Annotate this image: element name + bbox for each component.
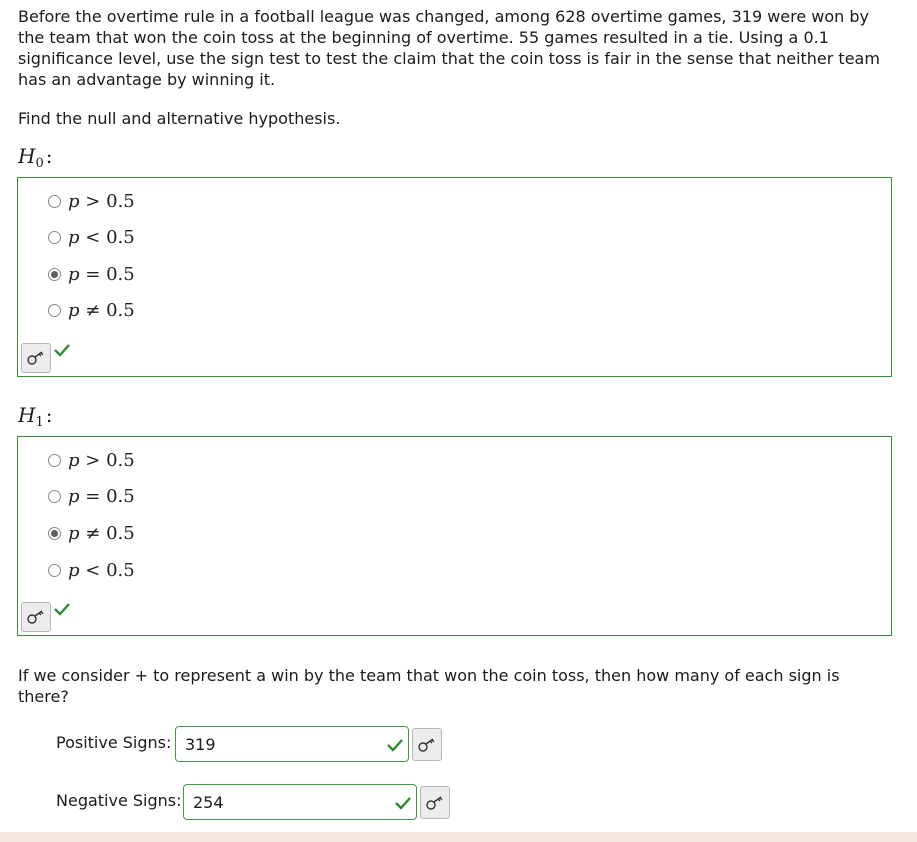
problem-text: Before the overtime rule in a football league was changed, among 628 overtime games, 319 were won by the team that won the coin toss at the beginning of overtime. 55 games resulted in a tie. Using a 0.1 significance level, use the sign test to test the claim that the coin toss is fair in the sense that neither team has an advantage by winning it. xyxy=(18,7,880,89)
h1-option-math: p = 0.5 xyxy=(68,485,135,507)
h1-option[interactable] xyxy=(48,520,135,546)
key-icon xyxy=(27,351,45,365)
h1-radio[interactable] xyxy=(48,454,61,467)
h0-label-sub: 0 xyxy=(35,156,44,171)
h0-radio[interactable] xyxy=(48,268,61,281)
positive-signs-value: 319 xyxy=(185,735,216,754)
h1-option-math: p < 0.5 xyxy=(68,559,135,581)
h1-label-colon: : xyxy=(45,403,53,427)
negative-signs-label: Negative Signs: xyxy=(56,791,182,810)
h1-radio[interactable] xyxy=(48,564,61,577)
negative-key-button[interactable] xyxy=(420,786,450,819)
h0-option[interactable] xyxy=(48,261,135,287)
sign-question: If we consider + to represent a win by the team that won the coin toss, then how many of each sign is there? xyxy=(18,666,840,706)
h1-label-sub: 1 xyxy=(35,415,44,430)
h0-option-math: p = 0.5 xyxy=(68,263,135,285)
h0-option[interactable] xyxy=(48,224,135,250)
h0-option-math: p > 0.5 xyxy=(68,190,135,212)
h0-option[interactable] xyxy=(48,297,135,323)
negative-signs-value: 254 xyxy=(193,793,224,812)
h0-answer-box xyxy=(17,177,892,377)
positive-key-button[interactable] xyxy=(412,728,442,761)
h0-option[interactable] xyxy=(48,188,135,214)
h0-radio[interactable] xyxy=(48,304,61,317)
h1-option[interactable] xyxy=(48,447,135,473)
h1-key-button[interactable] xyxy=(21,602,51,632)
key-icon xyxy=(418,738,436,752)
key-icon xyxy=(27,610,45,624)
check-icon xyxy=(386,738,404,752)
h0-option-math: p ≠ 0.5 xyxy=(68,299,135,321)
key-icon xyxy=(426,796,444,810)
h0-label-colon: : xyxy=(45,144,53,168)
h0-key-button[interactable] xyxy=(21,343,51,373)
check-icon xyxy=(394,796,412,810)
negative-signs-input[interactable] xyxy=(183,784,417,820)
h0-label xyxy=(18,144,53,171)
h1-option-math: p > 0.5 xyxy=(68,449,135,471)
h1-option[interactable] xyxy=(48,557,135,583)
h1-answer-box xyxy=(17,436,892,636)
bottom-strip xyxy=(0,832,917,842)
positive-signs-label: Positive Signs: xyxy=(56,733,172,752)
h1-radio[interactable] xyxy=(48,527,61,540)
h1-option[interactable] xyxy=(48,483,135,509)
h0-radio[interactable] xyxy=(48,195,61,208)
h1-option-math: p ≠ 0.5 xyxy=(68,522,135,544)
check-icon xyxy=(53,602,71,616)
h1-radio[interactable] xyxy=(48,490,61,503)
h0-option-math: p < 0.5 xyxy=(68,226,135,248)
positive-signs-input[interactable] xyxy=(175,726,409,762)
h1-label-main: H xyxy=(18,403,36,427)
h0-label-main: H xyxy=(18,144,36,168)
h0-radio[interactable] xyxy=(48,231,61,244)
check-icon xyxy=(53,343,71,357)
h1-label xyxy=(18,403,53,430)
hypothesis-prompt: Find the null and alternative hypothesis. xyxy=(18,109,341,128)
